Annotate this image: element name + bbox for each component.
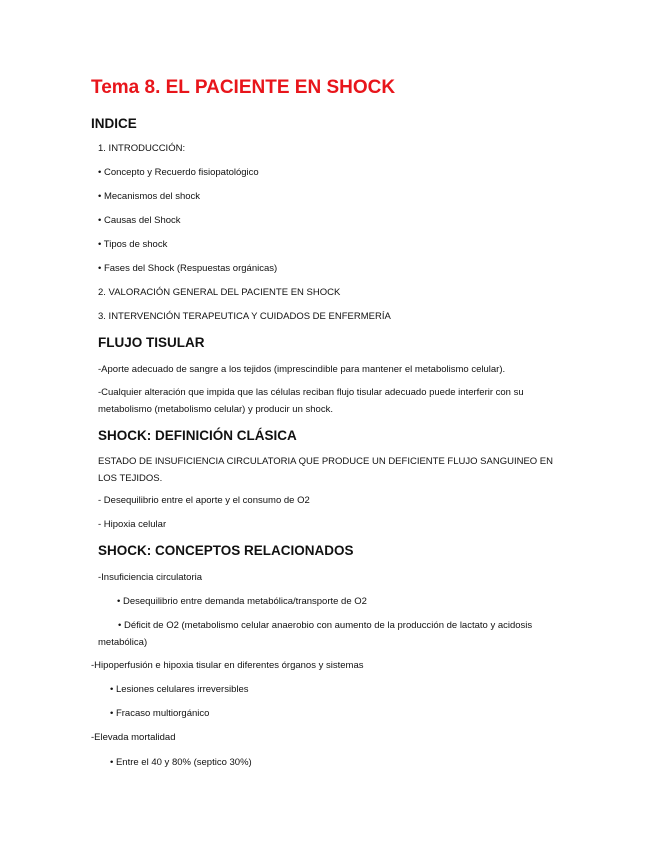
index-item: • Tipos de shock [98,239,168,250]
conceptos-subitem: • Entre el 40 y 80% (septico 30%) [110,757,252,768]
index-item: • Fases del Shock (Respuestas orgánicas) [98,263,278,274]
definicion-item: - Hipoxia celular [98,519,167,530]
conceptos-item: -Elevada mortalidad [91,732,176,743]
index-item: 1. INTRODUCCIÓN: [98,143,186,154]
index-item: 2. VALORACIÓN GENERAL DEL PACIENTE EN SHOCK [98,287,341,298]
definicion-item: - Desequilibrio entre el aporte y el consumo de O2 [98,495,310,506]
conceptos-subitem: • Desequilibrio entre demanda metabólica/transporte de O2 [117,596,367,607]
conceptos-item: -Insuficiencia circulatoria [98,572,203,583]
conceptos-item: -Hipoperfusión e hipoxia tisular en diferentes órganos y sistemas [91,660,364,671]
index-item: • Mecanismos del shock [98,191,201,202]
index-item: • Causas del Shock [98,215,181,226]
index-item: 3. INTERVENCIÓN TERAPEUTICA Y CUIDADOS DE ENFERMERÍA [98,311,391,322]
flujo-paragraph: -Cualquier alteración que impida que las células reciban flujo tisular adecuado puede interferir con su metabolismo (metabolismo celular) y producir un shock. [98,387,524,415]
index-item: • Concepto y Recuerdo fisiopatológico [98,167,259,178]
conceptos-subitem: • Fracaso multiorgánico [110,708,210,719]
conceptos-heading: SHOCK: CONCEPTOS RELACIONADOS [98,543,354,558]
flujo-paragraph: -Aporte adecuado de sangre a los tejidos (imprescindible para mantener el metabolismo celular). [98,364,506,375]
flujo-heading: FLUJO TISULAR [98,335,205,350]
document-title: Tema 8. EL PACIENTE EN SHOCK [91,77,396,98]
conceptos-subitem: • Déficit de O2 (metabolismo celular anaerobio con aumento de la producción de lactato y acidosis metabólica) [98,620,533,648]
definicion-paragraph: ESTADO DE INSUFICIENCIA CIRCULATORIA QUE PRODUCE UN DEFICIENTE FLUJO SANGUINEO EN LOS TEJIDOS. [98,456,554,484]
definicion-heading: SHOCK: DEFINICIÓN CLÁSICA [98,428,297,443]
conceptos-subitem: • Lesiones celulares irreversibles [110,684,249,695]
index-heading: INDICE [91,116,137,131]
